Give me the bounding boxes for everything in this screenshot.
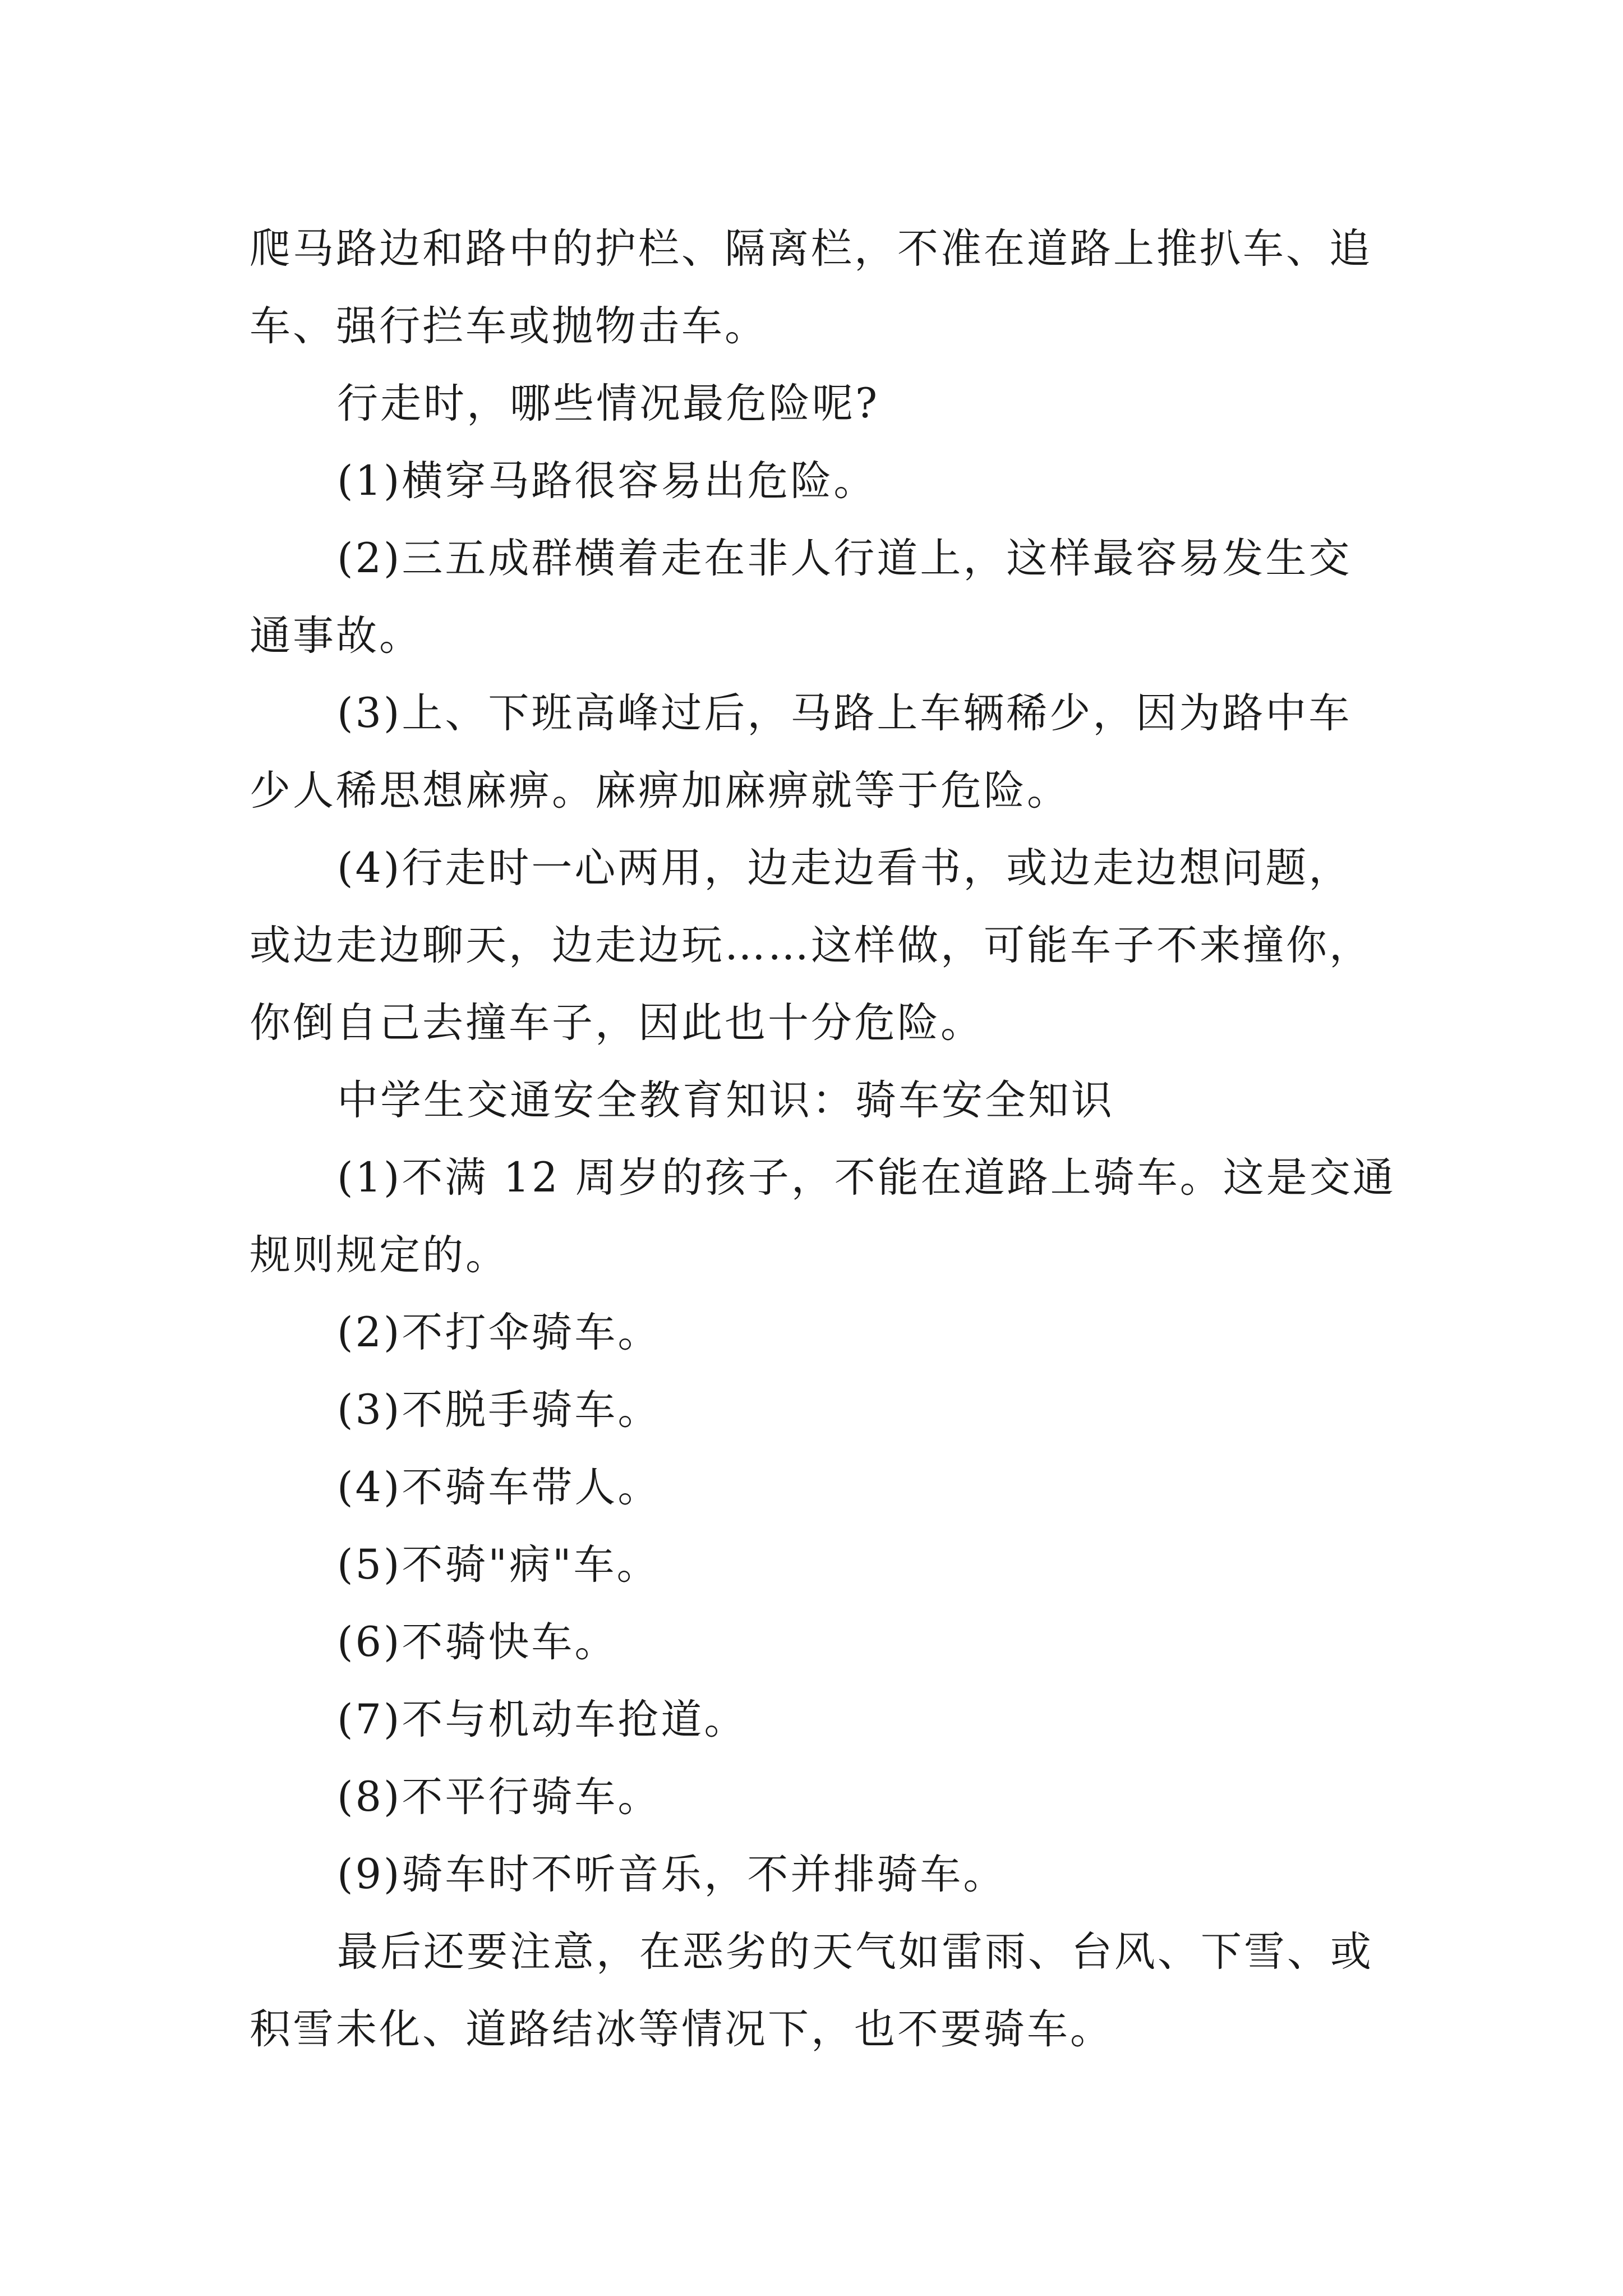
list-item: (1)不满 12 周岁的孩子，不能在道路上骑车。这是交通 [337, 1154, 1396, 1202]
list-item: (3)上、下班高峰过后，马路上车辆稀少，因为路中车 [337, 689, 1352, 737]
list-item: (7)不与机动车抢道。 [337, 1696, 748, 1743]
text-line: 或边走边聊天，边走边玩……这样做，可能车子不来撞你， [250, 922, 1372, 969]
list-item: (6)不骑快车。 [337, 1618, 618, 1666]
text-line: 积雪未化、道路结冰等情况下，也不要骑车。 [250, 2005, 1113, 2053]
text-line: 爬马路边和路中的护栏、隔离栏，不准在道路上推扒车、追 [250, 225, 1372, 273]
text-line: 规则规定的。 [250, 1231, 509, 1279]
list-item: (3)不脱手骑车。 [337, 1386, 661, 1434]
list-item: (1)横穿马路很容易出危险。 [337, 457, 877, 505]
list-item: (8)不平行骑车。 [337, 1773, 661, 1821]
list-item: (2)三五成群横着走在非人行道上，这样最容易发生交 [337, 535, 1352, 582]
list-item: (4)不骑车带人。 [337, 1464, 661, 1511]
section-heading: 中学生交通安全教育知识：骑车安全知识 [337, 1076, 1114, 1124]
list-item: (5)不骑"病"车。 [337, 1541, 660, 1589]
list-item: (4)行走时一心两用，边走边看书，或边走边想问题， [337, 844, 1352, 892]
text-line: 车、强行拦车或抛物击车。 [250, 302, 768, 350]
paragraph-line: 行走时，哪些情况最危险呢? [337, 380, 880, 427]
text-line: 少人稀思想麻痹。麻痹加麻痹就等于危险。 [250, 767, 1070, 815]
document-body [250, 210, 1396, 2068]
list-item: (9)骑车时不听音乐，不并排骑车。 [337, 1851, 1007, 1898]
text-line: 通事故。 [250, 612, 422, 660]
text-line: 你倒自己去撞车子，因此也十分危险。 [250, 999, 984, 1047]
list-item: (2)不打伞骑车。 [337, 1309, 661, 1356]
paragraph-line: 最后还要注意，在恶劣的天气如雷雨、台风、下雪、或 [337, 1928, 1373, 1976]
